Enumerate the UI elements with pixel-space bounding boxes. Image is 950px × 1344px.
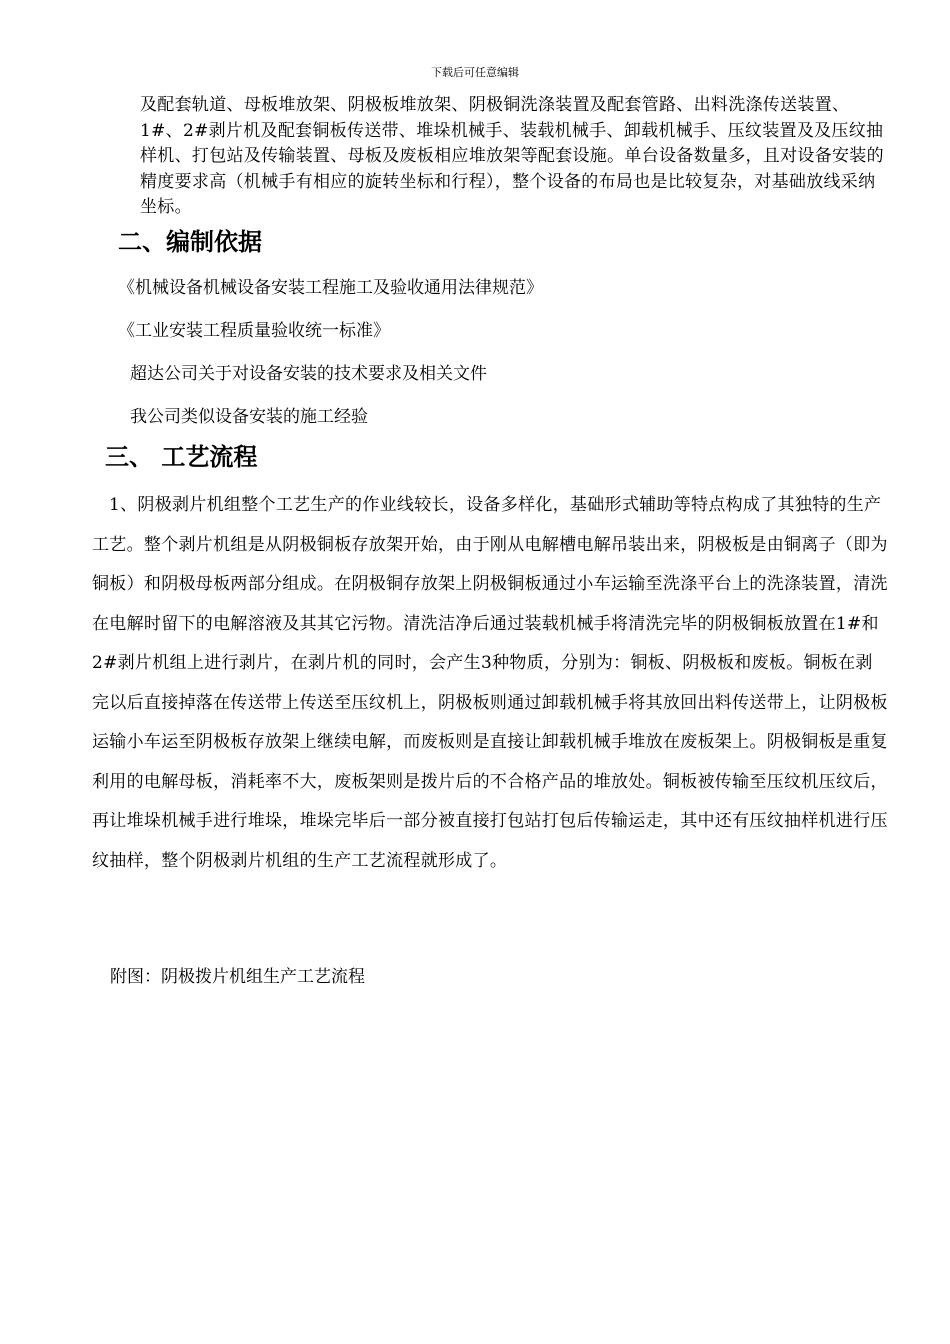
attachment-caption: 附图：阴极拨片机组生产工艺流程	[110, 967, 365, 987]
section-heading-basis: 二、编制依据	[118, 228, 262, 256]
section-heading-process: 三、 工艺流程	[105, 443, 258, 471]
basis-item: 《机械设备机械设备安装工程施工及验收通用法律规范》	[118, 278, 543, 298]
intro-paragraph: 及配套轨道、母板堆放架、阴极板堆放架、阴极铜洗涤装置及配套管路、出料洗涤传送装置、1#、2#剥片机及配套铜板传送带、堆垛机械手、装载机械手、卸载机械手、压纹装置及及压纹抽样机、打包站及传输装置、母板及废板相应堆放架等配套设施。单台设备数量多，且对设备安装的精度要求高（机械手有相应的旋转坐标和行程），整个设备的布局也是比较复杂，对基础放线采纳坐标。	[140, 95, 884, 217]
basis-item: 我公司类似设备安装的施工经验	[130, 407, 368, 427]
basis-item: 《工业安装工程质量验收统一标准》	[118, 321, 390, 341]
page-header: 下载后可任意编辑	[431, 66, 519, 79]
process-paragraph: 1、阴极剥片机组整个工艺生产的作业线较长，设备多样化，基础形式辅助等特点构成了其独特的生产工艺。整个剥片机组是从阴极铜板存放架开始，由于刚从电解槽电解吊装出来，阴极板是由铜离子（即为铜板）和阴极母板两部分组成。在阴极铜存放架上阴极铜板通过小车运输至洗涤平台上的洗涤装置，清洗在电解时留下的电解溶液及其其它污物。清洗洁净后通过装载机械手将清洗完毕的阴极铜板放置在1#和2#剥片机组上进行剥片，在剥片机的同时，会产生3种物质，分别为：铜板、阴极板和废板。铜板在剥完以后直接掉落在传送带上传送至压纹机上，阴极板则通过卸载机械手将其放回出料传送带上，让阴极板运输小车运至阴极板存放架上继续电解，而废板则是直接让卸载机械手堆放在废板架上。阴极铜板是重复利用的电解母板，消耗率不大，废板架则是拨片后的不合格产品的堆放处。铜板被传输至压纹机压纹后，再让堆垛机械手进行堆垛，堆垛完毕后一部分被直接打包站打包后传输运走，其中还有压纹抽样机进行压纹抽样，整个阴极剥片机组的生产工艺流程就形成了。	[92, 495, 888, 871]
basis-item: 超达公司关于对设备安装的技术要求及相关文件	[130, 364, 487, 384]
